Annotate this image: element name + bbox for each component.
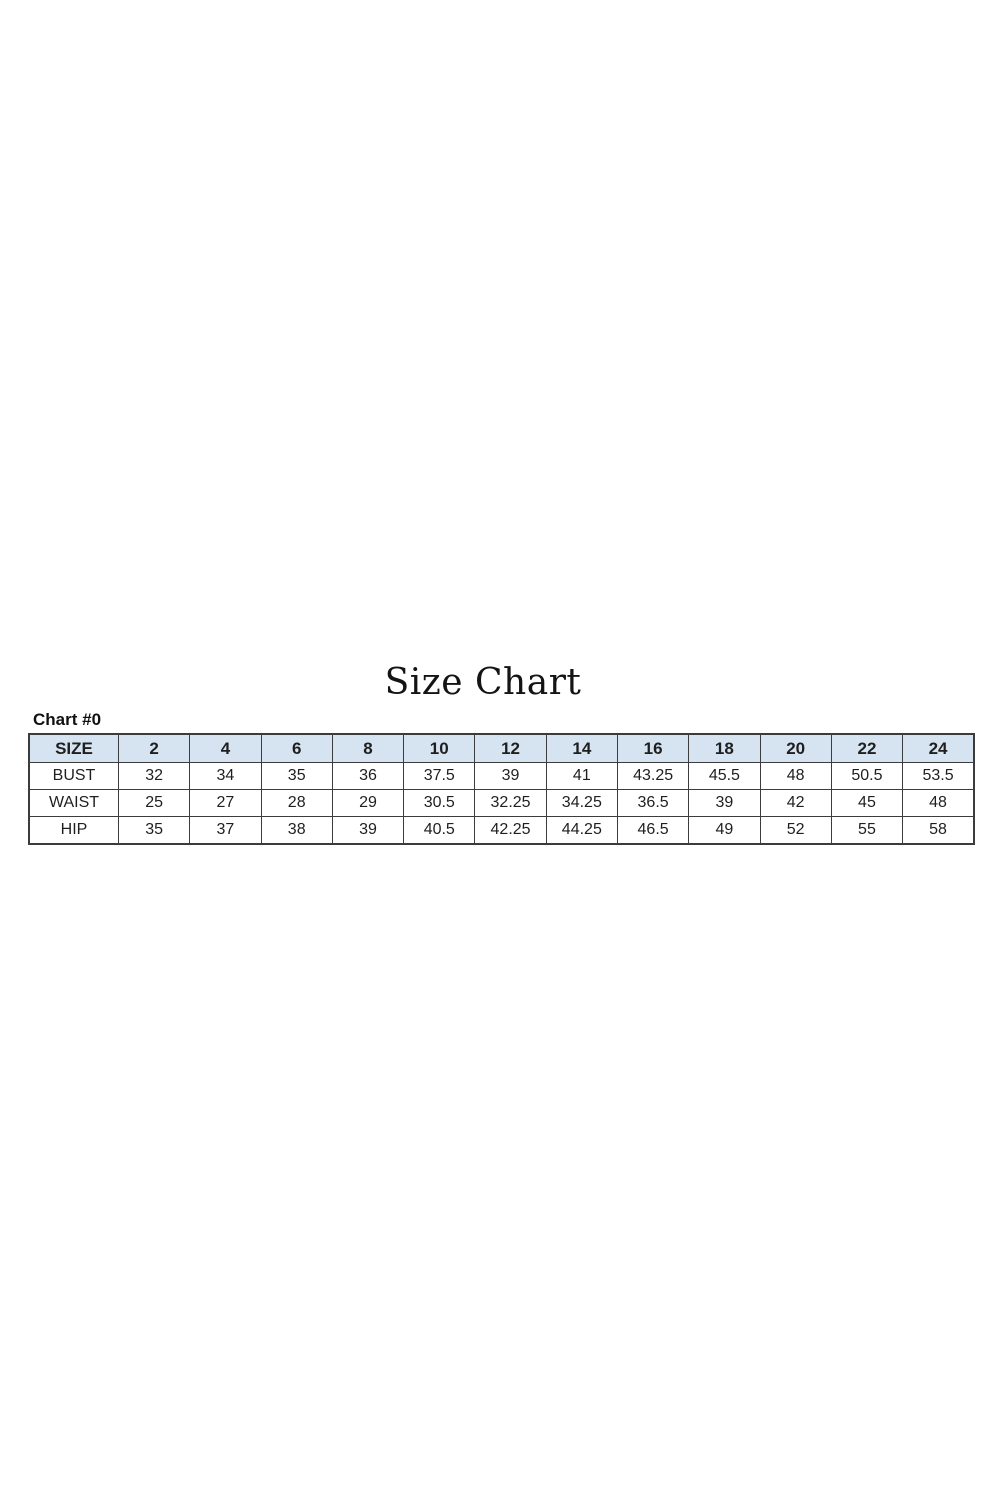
measurement-cell: 42.25 bbox=[475, 817, 546, 845]
measurement-cell: 25 bbox=[119, 790, 190, 817]
measurement-cell: 32.25 bbox=[475, 790, 546, 817]
measurement-cell: 43.25 bbox=[617, 763, 688, 790]
measurement-cell: 32 bbox=[119, 763, 190, 790]
measurement-cell: 42 bbox=[760, 790, 831, 817]
header-cell-size-18: 18 bbox=[689, 734, 760, 763]
measurement-cell: 48 bbox=[760, 763, 831, 790]
measurement-cell: 39 bbox=[332, 817, 403, 845]
measurement-cell: 53.5 bbox=[903, 763, 974, 790]
header-cell-size-10: 10 bbox=[404, 734, 475, 763]
measurement-cell: 58 bbox=[903, 817, 974, 845]
measurement-cell: 27 bbox=[190, 790, 261, 817]
measurement-cell: 41 bbox=[546, 763, 617, 790]
measurement-cell: 52 bbox=[760, 817, 831, 845]
header-cell-size-4: 4 bbox=[190, 734, 261, 763]
measurement-cell: 38 bbox=[261, 817, 332, 845]
table-row-hip bbox=[29, 817, 974, 845]
measurement-cell: 37 bbox=[190, 817, 261, 845]
header-cell-size-2: 2 bbox=[119, 734, 190, 763]
table-header-row bbox=[29, 734, 974, 763]
measurement-cell: 55 bbox=[831, 817, 902, 845]
measurement-cell: 30.5 bbox=[404, 790, 475, 817]
row-label-waist: WAIST bbox=[29, 790, 119, 817]
measurement-cell: 40.5 bbox=[404, 817, 475, 845]
measurement-cell: 49 bbox=[689, 817, 760, 845]
table-row-bust bbox=[29, 763, 974, 790]
header-cell-size-24: 24 bbox=[903, 734, 974, 763]
row-label-hip: HIP bbox=[29, 817, 119, 845]
header-cell-size-6: 6 bbox=[261, 734, 332, 763]
header-cell-size-20: 20 bbox=[760, 734, 831, 763]
header-cell-size: SIZE bbox=[29, 734, 119, 763]
header-cell-size-12: 12 bbox=[475, 734, 546, 763]
measurement-cell: 34.25 bbox=[546, 790, 617, 817]
measurement-cell: 35 bbox=[119, 817, 190, 845]
page-title: Size Chart bbox=[384, 662, 582, 703]
measurement-cell: 36.5 bbox=[617, 790, 688, 817]
measurement-cell: 45.5 bbox=[689, 763, 760, 790]
size-chart-table bbox=[28, 733, 975, 845]
header-cell-size-16: 16 bbox=[617, 734, 688, 763]
measurement-cell: 45 bbox=[831, 790, 902, 817]
header-cell-size-22: 22 bbox=[831, 734, 902, 763]
chart-number-label: Chart #0 bbox=[33, 710, 102, 729]
measurement-cell: 46.5 bbox=[617, 817, 688, 845]
row-label-bust: BUST bbox=[29, 763, 119, 790]
measurement-cell: 39 bbox=[689, 790, 760, 817]
measurement-cell: 36 bbox=[332, 763, 403, 790]
measurement-cell: 44.25 bbox=[546, 817, 617, 845]
header-cell-size-14: 14 bbox=[546, 734, 617, 763]
measurement-cell: 29 bbox=[332, 790, 403, 817]
measurement-cell: 28 bbox=[261, 790, 332, 817]
measurement-cell: 37.5 bbox=[404, 763, 475, 790]
measurement-cell: 35 bbox=[261, 763, 332, 790]
header-cell-size-8: 8 bbox=[332, 734, 403, 763]
measurement-cell: 48 bbox=[903, 790, 974, 817]
table-row-waist bbox=[29, 790, 974, 817]
measurement-cell: 39 bbox=[475, 763, 546, 790]
measurement-cell: 34 bbox=[190, 763, 261, 790]
measurement-cell: 50.5 bbox=[831, 763, 902, 790]
